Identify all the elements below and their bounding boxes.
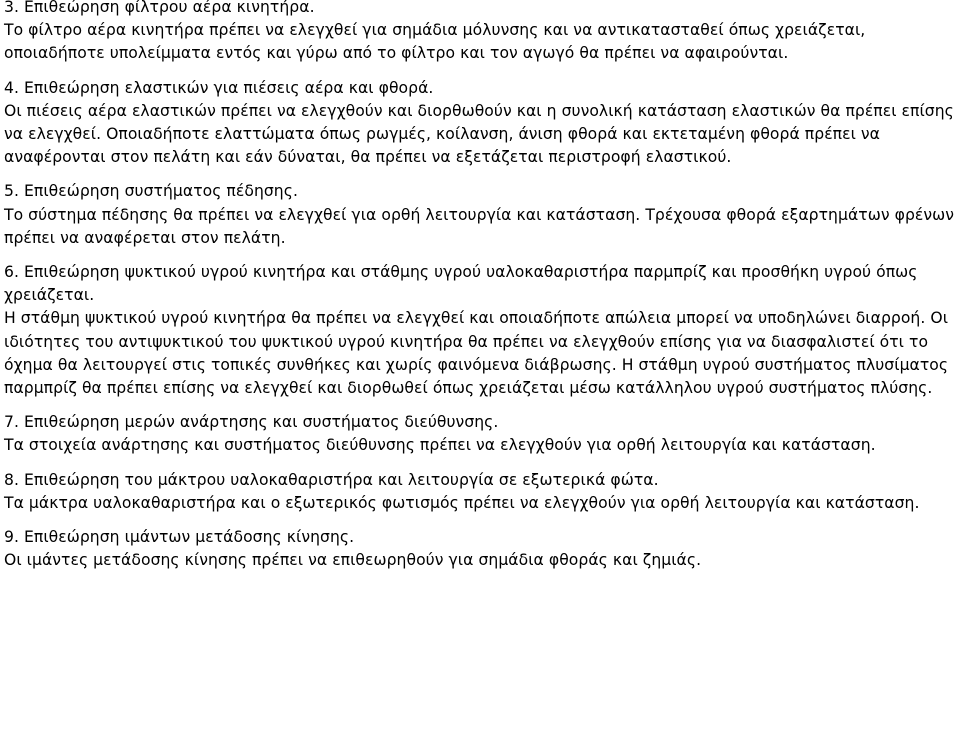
- section-4: [4, 77, 954, 170]
- section-body: Το σύστημα πέδησης θα πρέπει να ελεγχθεί για ορθή λειτουργία και κατάσταση. Τρέχουσα φθορά εξαρτημάτων φρένων πρέπει να αναφέρεται στον πελάτη.: [4, 205, 954, 247]
- section-body: Οι ιμάντες μετάδοσης κίνησης πρέπει να επιθεωρηθούν για σημάδια φθοράς και ζημιάς.: [4, 551, 702, 570]
- section-body: Τα μάκτρα υαλοκαθαριστήρα και ο εξωτερικός φωτισμός πρέπει να ελεγχθούν για ορθή λειτουργία και κατάσταση.: [4, 493, 920, 512]
- section-8: [4, 469, 954, 515]
- section-body: Η στάθμη ψυκτικού υγρού κινητήρα θα πρέπει να ελεγχθεί και οποιαδήποτε απώλεια μπορεί να υποδηλώνει διαρροή. Οι ιδιότητες του αντιψυκτικού του ψυκτικού υγρού κινητήρα θα πρέπει να ελεγχθούν επίσης για να διασφαλιστεί ότι το όχημα θα λειτουργεί στις τοπικές συνθήκες και χωρίς φαινόμενα διάβρωσης. Η στάθμη υγρού συστήματος πλυσίματος παρμπρίζ θα πρέπει επίσης να ελεγχθεί και διορθωθεί όπως χρειάζεται μέσω κατάλληλου υγρού συστήματος πλύσης.: [4, 309, 949, 398]
- section-heading: 3. Επιθεώρηση φίλτρου αέρα κινητήρα.: [4, 0, 315, 16]
- section-heading: 6. Επιθεώρηση ψυκτικού υγρού κινητήρα και στάθμης υγρού υαλοκαθαριστήρα παρμπρίζ και προσθήκη υγρού όπως χρειάζεται.: [4, 263, 918, 305]
- section-heading: 4. Επιθεώρηση ελαστικών για πιέσεις αέρα και φθορά.: [4, 78, 434, 97]
- section-heading: 8. Επιθεώρηση του μάκτρου υαλοκαθαριστήρα και λειτουργία σε εξωτερικά φώτα.: [4, 470, 659, 489]
- section-6: [4, 261, 954, 400]
- document-page: [4, 0, 954, 583]
- section-body: Το φίλτρο αέρα κινητήρα πρέπει να ελεγχθεί για σημάδια μόλυνσης και να αντικατασταθεί όπως χρειάζεται, οποιαδήποτε υπολείμματα εντός και γύρω από το φίλτρο και τον αγωγό θα πρέπει να αφαιρούνται.: [4, 21, 866, 63]
- section-body: Τα στοιχεία ανάρτησης και συστήματος διεύθυνσης πρέπει να ελεγχθούν για ορθή λειτουργία και κατάσταση.: [4, 436, 876, 455]
- section-heading: 9. Επιθεώρηση ιμάντων μετάδοσης κίνησης.: [4, 528, 355, 547]
- section-7: [4, 411, 954, 457]
- section-9: [4, 526, 954, 572]
- section-3: [4, 0, 954, 66]
- section-heading: 7. Επιθεώρηση μερών ανάρτησης και συστήματος διεύθυνσης.: [4, 413, 499, 432]
- section-body: Οι πιέσεις αέρα ελαστικών πρέπει να ελεγχθούν και διορθωθούν και η συνολική κατάσταση ελαστικών θα πρέπει επίσης να ελεγχθεί. Οποιαδήποτε ελαττώματα όπως ρωγμές, κοίλανση, άνιση φθορά και εκτεταμένη φθορά πρέπει να αναφέρονται στον πελάτη και εάν δύναται, θα πρέπει να εξετάζεται περιστροφή ελαστικού.: [4, 101, 954, 167]
- section-5: [4, 180, 954, 250]
- section-heading: 5. Επιθεώρηση συστήματος πέδησης.: [4, 182, 298, 201]
